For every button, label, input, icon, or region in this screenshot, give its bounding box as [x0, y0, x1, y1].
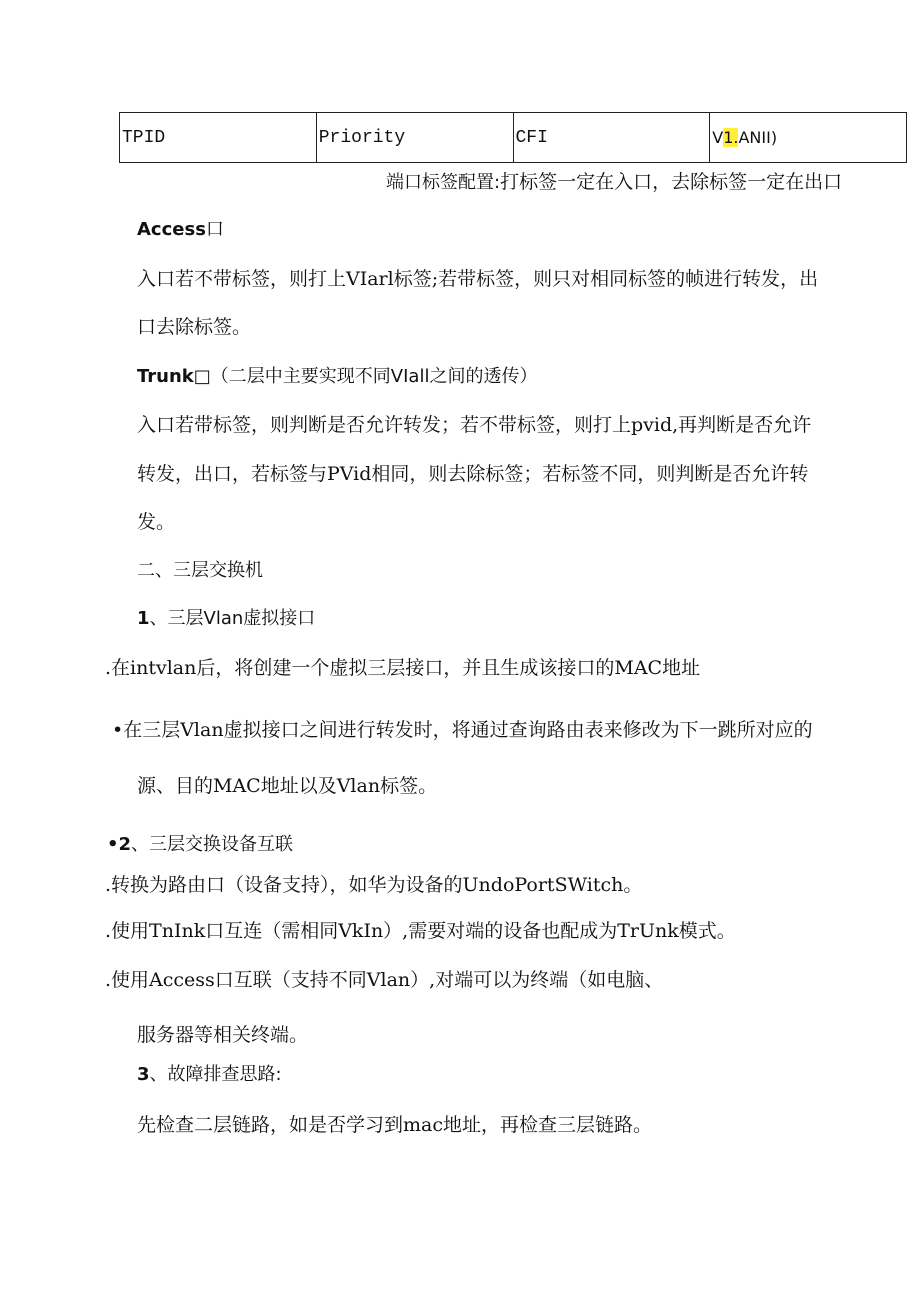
port-config-label: 端口标签配置:: [386, 172, 501, 193]
table-cell-tpid: TPID: [120, 113, 317, 163]
trunk-heading: [137, 365, 537, 389]
access-heading-bold: Access: [137, 219, 206, 240]
vlan-id-suffix: ANII): [738, 128, 778, 147]
trunk-text-line1: 入口若带标签，则判断是否允许转发；若不带标签，则打上pvid,再判断是否允许: [137, 414, 812, 436]
sub2-text-line4: 服务器等相关终端。: [137, 1024, 309, 1046]
access-heading: [137, 218, 224, 242]
table-cell-vlan-id: [710, 113, 907, 163]
table-cell-priority: Priority: [316, 113, 513, 163]
sub2-text-line3: .使用Access口互联（支持不同Vlan）,对端可以为终端（如电脑、: [105, 969, 664, 991]
trunk-text-line2: 转发，出口，若标签与PVid相同，则去除标签；若标签不同，则判断是否允许转: [137, 463, 809, 485]
sub2-title-number: •2: [107, 834, 132, 855]
sub2-title: [107, 833, 293, 857]
vlan-tag-table: [119, 112, 907, 163]
vlan-id-highlight: 1.: [723, 128, 739, 147]
port-config-text: 打标签一定在入口，去除标签一定在出口: [500, 171, 843, 193]
sub1-text-line1: .在intvlan后，将创建一个虚拟三层接口，并且生成该接口的MAC地址: [105, 657, 701, 679]
trunk-text-line3: 发。: [137, 511, 176, 533]
access-text-line2: 口去除标签。: [137, 316, 252, 338]
access-heading-rest: 口: [205, 219, 224, 240]
sub1-title: [137, 607, 315, 631]
port-config-line: [386, 170, 842, 195]
access-text-line1: 入口若不带标签，则打上VIarl标签;若带标签，则只对相同标签的帧进行转发，出: [137, 268, 819, 290]
sub1-text-line3: 源、目的MAC地址以及Vlan标签。: [137, 775, 438, 797]
vlan-id-prefix: V: [712, 128, 724, 147]
sub1-title-text: 、三层Vlan虚拟接口: [149, 608, 316, 629]
section2-title: 二、三层交换机: [137, 560, 263, 581]
table-cell-cfi: CFI: [513, 113, 710, 163]
sub3-text-line1: 先检查二层链路，如是否学习到mac地址，再检查三层链路。: [137, 1114, 652, 1136]
sub1-text-line2: •在三层Vlan虚拟接口之间进行转发时，将通过查询路由表来修改为下一跳所对应的: [112, 719, 813, 741]
sub3-title: [137, 1063, 282, 1087]
sub2-title-text: 、三层交换设备互联: [131, 834, 294, 855]
table-row: [120, 113, 907, 163]
trunk-heading-rest: □（二层中主要实现不同VIall之间的透传）: [193, 366, 538, 387]
sub2-text-line2: .使用TnInk口互连（需相同VkIn）,需要对端的设备也配成为TrUnk模式。: [105, 920, 736, 942]
sub2-text-line1: .转换为路由口（设备支持），如华为设备的UndoPortSWitch。: [105, 874, 643, 896]
sub3-title-text: 、故障排查思路:: [149, 1064, 282, 1085]
sub3-title-number: 3: [137, 1064, 150, 1085]
sub1-title-number: 1: [137, 608, 150, 629]
trunk-heading-bold: Trunk: [137, 366, 194, 387]
